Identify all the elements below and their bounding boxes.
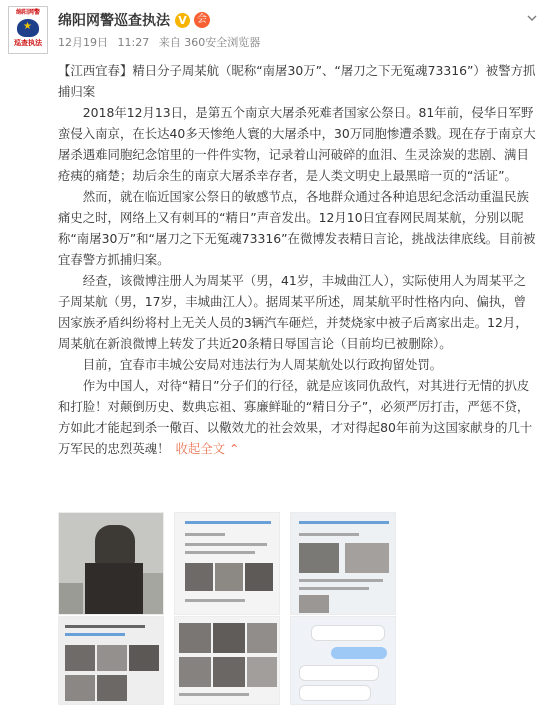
post-content (58, 60, 536, 459)
post-paragraph: 2018年12月13日，是第五个南京大屠杀死难者国家公祭日。81年前，侵华日军野蛮侵入南京，在长达40多天惨绝人寰的大屠杀中，30万同胞惨遭杀戮。现在存于南京大屠杀遇难同胞纪念馆里的一件件实物，记录着山河破碎的血泪、生灵涂炭的悲剧、满目疮痍的痛楚；劫后余生的南京大屠杀幸存者，是人类文明史上最黑暗一页的“活证”。 (58, 105, 536, 183)
post-image-6[interactable] (290, 616, 396, 705)
post-date[interactable]: 12月19日 (58, 36, 108, 49)
post-meta (58, 34, 266, 50)
avatar-bottom-text: 巡查执法 (14, 39, 42, 47)
post-header (0, 0, 550, 58)
verified-icon[interactable]: V (175, 13, 190, 28)
post-paragraph-last (58, 375, 536, 459)
police-badge-icon (17, 19, 39, 37)
chevron-down-icon[interactable] (526, 12, 538, 24)
avatar[interactable] (8, 6, 48, 54)
post-time[interactable]: 11:27 (117, 36, 150, 49)
post-image-4[interactable] (58, 616, 164, 705)
post-image-2[interactable] (174, 512, 280, 615)
post-paragraph-text: 作为中国人，对待“精日”分子们的行径，就是应该同仇敌忾，对其进行无情的扒皮和打脸！对颠倒历史、数典忘祖、寡廉鲜耻的“精日分子”，必须严厉打击，严惩不贷，方如此才能起到杀一儆百、以儆效尤的社会效果，才对得起80年前为这国家献身的几十万军民的忠烈英魂！ (58, 378, 533, 456)
post-paragraph: 经查，该微博注册人为周某平（男，41岁，丰城曲江人），实际使用人为周某平之子周某航（男，17岁，丰城曲江人）。据周某平所述，周某航平时性格内向、偏执，曾因家族矛盾纠纷将村上无关人员的3辆汽车砸烂，并焚烧家中被子后离家出走。12月，周某航在新浪微博上转发了共近20条精日辱国言论（目前均已被删除）。 (58, 273, 528, 351)
vip-icon[interactable]: 会 (194, 12, 210, 28)
post-image-1[interactable] (58, 512, 164, 615)
avatar-top-text: 绵阳网警 (15, 9, 40, 16)
post-image-5[interactable] (174, 616, 280, 705)
screen-name[interactable]: 绵阳网警巡查执法 (58, 13, 170, 29)
collapse-label: 收起全文 (175, 441, 226, 456)
collapse-caret-icon: ⌃ (228, 441, 240, 456)
post-image-3[interactable] (290, 512, 396, 615)
name-row (58, 10, 210, 30)
collapse-link[interactable] (175, 441, 239, 456)
post-paragraph: 然而，就在临近国家公祭日的敏感节点，各地群众通过各种追思纪念活动重温民族痛史之时，网络上又有刺耳的“精日”声音发出。12月10日宜春网民周某航，分别以昵称“南屠30万”和“屠刀之下无冤魂73316”在微博发表精日言论，挑战法律底线。目前被宜春警方抓捕归案。 (58, 189, 536, 267)
post-source: 来自 360安全浏览器 (158, 36, 261, 49)
image-grid (58, 512, 536, 705)
post-headline: 【江西宜春】精日分子周某航（昵称“南屠30万”、“屠刀之下无冤魂73316”）被警方抓捕归案 (58, 63, 536, 99)
post-paragraph: 目前，宜春市丰城公安局对违法行为人周某航处以行政拘留处罚。 (82, 357, 443, 372)
